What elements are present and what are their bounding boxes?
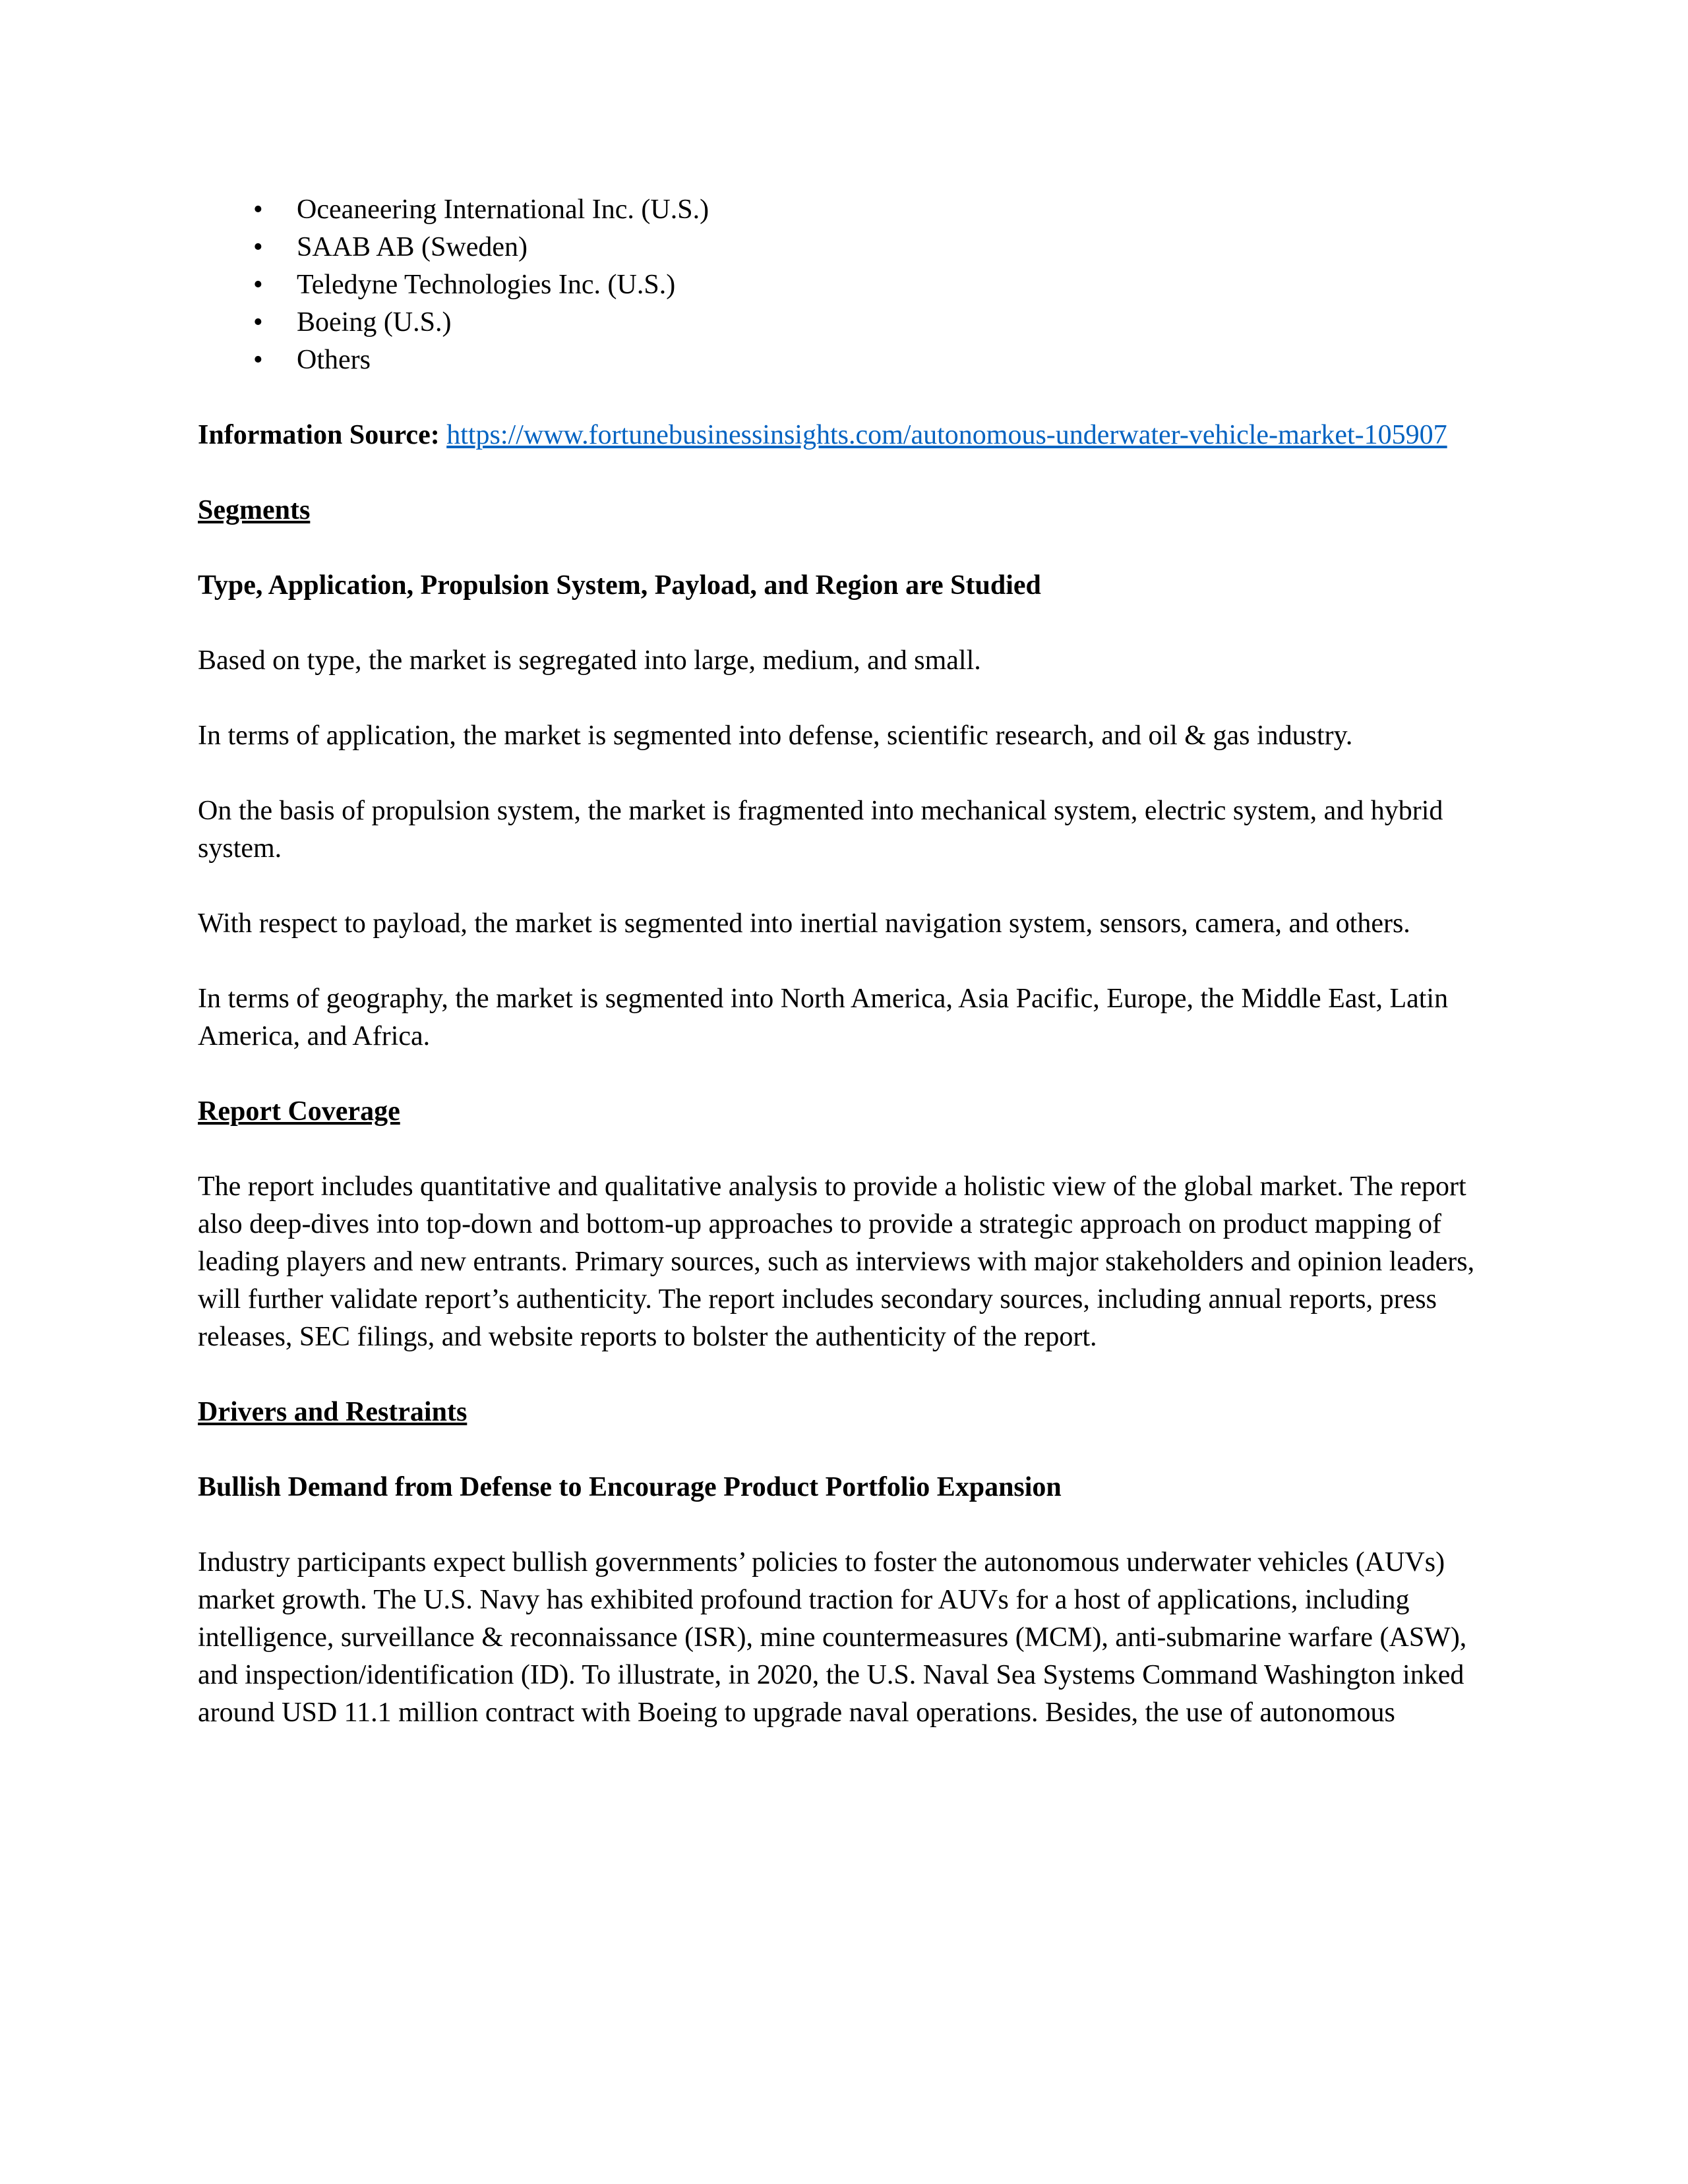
paragraph-type: Based on type, the market is segregated into large, medium, and small.: [198, 645, 981, 676]
info-source-link[interactable]: https://www.fortunebusinessinsights.com/autonomous-underwater-vehicle-market-105907: [446, 420, 1447, 450]
paragraph-payload: With respect to payload, the market is segmented into inertial navigation system, sensors, camera, and others.: [198, 908, 1410, 939]
list-item: • Oceaneering International Inc. (U.S.): [198, 191, 1490, 229]
drivers-restraints-subheading: Bullish Demand from Defense to Encourage Product Portfolio Expansion: [198, 1472, 1062, 1502]
list-item: • SAAB AB (Sweden): [198, 229, 1490, 266]
info-source-label: Information Source:: [198, 420, 447, 450]
paragraph-geography: In terms of geography, the market is segmented into North America, Asia Pacific, Europe, the Middle East, Latin America, and Africa.: [198, 984, 1449, 1051]
list-item: • Boeing (U.S.): [198, 304, 1490, 341]
list-item: • Teledyne Technologies Inc. (U.S.): [198, 266, 1490, 304]
paragraph-application: In terms of application, the market is segmented into defense, scientific research, and oil & gas industry.: [198, 721, 1353, 751]
report-coverage-paragraph: The report includes quantitative and qualitative analysis to provide a holistic view of the global market. The report also deep-dives into top-down and bottom-up approaches to provide a strategic approach on product mapping of leading players and new entrants. Primary sources, such as interviews with major stakeholders and opinion leaders, will further validate report’s authenticity. The report includes secondary sources, including annual reports, press releases, SEC filings, and website reports to bolster the authenticity of the report.: [198, 1171, 1475, 1352]
report-coverage-heading: Report Coverage: [198, 1096, 400, 1127]
segments-heading: Segments: [198, 495, 311, 525]
drivers-restraints-paragraph: Industry participants expect bullish governments’ policies to foster the autonomous underwater vehicles (AUVs) market growth. The U.S. Navy has exhibited profound traction for AUVs for a host of applications, including intelligence, surveillance & reconnaissance (ISR), mine countermeasures (MCM), anti-submarine warfare (ASW), and inspection/identification (ID). To illustrate, in 2020, the U.S. Naval Sea Systems Command Washington inked around USD 11.1 million contract with Boeing to upgrade naval operations. Besides, the use of autonomous: [198, 1547, 1467, 1728]
segments-subheading: Type, Application, Propulsion System, Payload, and Region are Studied: [198, 570, 1041, 601]
info-source-paragraph: [198, 417, 1490, 454]
company-bullet-list: [198, 191, 1490, 379]
list-item: • Others: [198, 341, 1490, 379]
drivers-restraints-heading: Drivers and Restraints: [198, 1397, 467, 1427]
paragraph-propulsion: On the basis of propulsion system, the market is fragmented into mechanical system, electric system, and hybrid system.: [198, 796, 1443, 864]
